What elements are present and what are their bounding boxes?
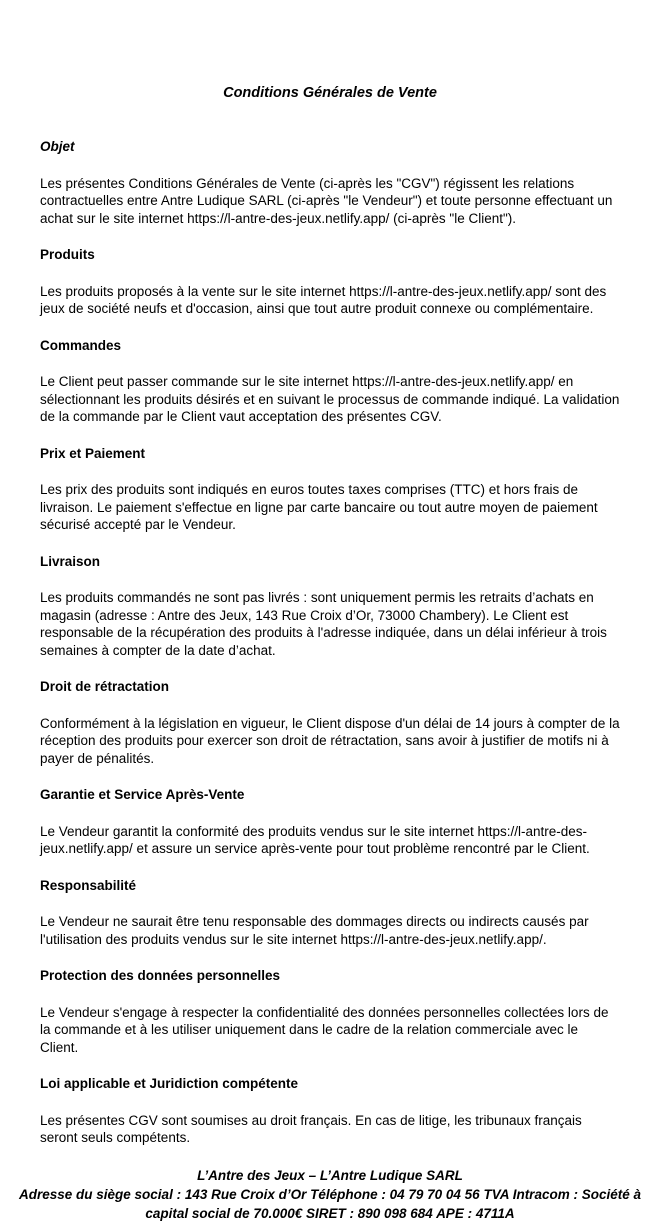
document-section bbox=[40, 967, 620, 1056]
document-body bbox=[40, 138, 620, 1147]
section-heading: Protection des données personnelles bbox=[40, 968, 281, 983]
section-heading: Commandes bbox=[40, 337, 122, 353]
section-heading: Objet bbox=[40, 139, 75, 154]
section-paragraph: Les prix des produits sont indiqués en euros toutes taxes comprises (TTC) et hors frais de livraison. Le paiement s'effectue en ligne par carte bancaire ou tout autre moyen de paiement sécurisé accepté par le Vendeur. bbox=[40, 482, 598, 532]
section-heading: Prix et Paiement bbox=[40, 445, 146, 461]
document-section bbox=[40, 786, 620, 858]
section-paragraph: Le Vendeur ne saurait être tenu responsable des dommages directs ou indirects causés par l'utilisation des produits vendus sur le site internet https://l-antre-des-jeux.netlify.app/. bbox=[40, 914, 589, 947]
section-paragraph: Le Vendeur s'engage à respecter la confidentialité des données personnelles collectées lors de la commande et à les utiliser uniquement dans le cadre de la relation commerciale avec le Client. bbox=[40, 1004, 609, 1055]
document-section bbox=[40, 337, 620, 426]
section-heading: Responsabilité bbox=[40, 877, 137, 893]
section-heading: Livraison bbox=[40, 553, 101, 569]
document-section bbox=[40, 1075, 620, 1147]
section-paragraph: Les produits proposés à la vente sur le site internet https://l-antre-des-jeux.netlify.app/ sont des jeux de société neufs et d'occasion, ainsi que tout autre produit connexe ou complémentaire. bbox=[40, 283, 607, 316]
section-paragraph: Les présentes Conditions Générales de Vente (ci-après les "CGV") régissent les relations contractuelles entre Antre Ludique SARL (ci-après "le Vendeur") et toute personne effectuant un achat sur le site internet https://l-antre-des-jeux.netlify.app/ (ci-après "le Client"). bbox=[40, 175, 613, 226]
document-title: Conditions Générales de Vente bbox=[223, 85, 437, 101]
footer-legal-line: Adresse du siège social : 143 Rue Croix d’Or Téléphone : 04 79 70 04 56 TVA Intracom : Société à capital social de 70.000€ SIRET : 890 098 684 APE : 4711A bbox=[19, 1186, 641, 1221]
section-heading: Produits bbox=[40, 247, 95, 262]
document-footer bbox=[15, 1166, 645, 1221]
document-section bbox=[40, 678, 620, 767]
document-section bbox=[40, 138, 620, 227]
document-section bbox=[40, 877, 620, 949]
section-heading: Garantie et Service Après-Vente bbox=[40, 787, 245, 802]
section-paragraph: Les produits commandés ne sont pas livrés : sont uniquement permis les retraits d’achats en magasin (adresse : Antre des Jeux, 143 Rue Croix d’Or, 73000 Chambery). Le Client est responsable de la récupération des produits à l'adresse indiquée, dans un délai inférieur à trois semaines à compter de la date d’achat. bbox=[40, 590, 607, 658]
footer-company-line: L’Antre des Jeux – L’Antre Ludique SARL bbox=[197, 1167, 463, 1183]
section-paragraph: Le Client peut passer commande sur le site internet https://l-antre-des-jeux.netlify.app/ en sélectionnant les produits désirés et en suivant le processus de commande indiqué. La validation de la commande par le Client vaut acceptation des présentes CGV. bbox=[40, 374, 620, 424]
document-section bbox=[40, 445, 620, 534]
section-paragraph: Le Vendeur garantit la conformité des produits vendus sur le site internet https://l-antre-des-jeux.netlify.app/ et assure un service après-vente pour tout problème rencontré par le Client. bbox=[40, 823, 590, 856]
section-heading: Droit de rétractation bbox=[40, 679, 170, 694]
section-heading: Loi applicable et Juridiction compétente bbox=[40, 1076, 299, 1091]
section-paragraph: Les présentes CGV sont soumises au droit français. En cas de litige, les tribunaux français seront seuls compétents. bbox=[40, 1112, 582, 1145]
document-section bbox=[40, 553, 620, 660]
document-section bbox=[40, 246, 620, 318]
section-paragraph: Conformément à la législation en vigueur, le Client dispose d'un délai de 14 jours à compter de la réception des produits pour exercer son droit de rétractation, sans avoir à justifier de motifs ni à payer de pénalités. bbox=[40, 715, 620, 766]
